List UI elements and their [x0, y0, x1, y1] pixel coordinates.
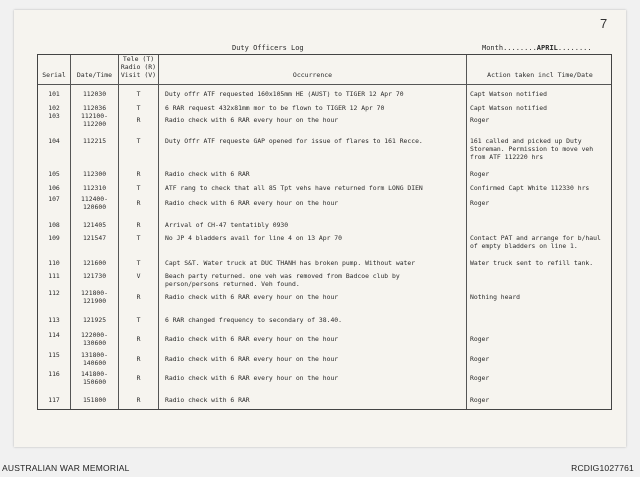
header-divider — [38, 84, 611, 85]
row-date-time: 130600 — [82, 339, 107, 348]
row-method: T — [136, 137, 141, 145]
row-method: T — [136, 104, 141, 112]
row-date-time: 131800- — [81, 351, 108, 359]
row-date-time: 112030 — [82, 90, 107, 98]
row-occurrence: 6 RAR request 432x81mm mor to be flown to TIGER 12 Apr 70 — [165, 104, 385, 112]
row-date-time: 112300 — [82, 170, 107, 178]
header-tele: Tele (T) — [122, 55, 155, 63]
row-occurrence: Radio check with 6 RAR — [165, 170, 250, 178]
row-date-time: 121900 — [82, 297, 107, 306]
row-serial: 116 — [48, 370, 60, 378]
row-action: from ATF 112220 hrs — [470, 153, 544, 162]
row-occurrence: Radio check with 6 RAR every hour on the hour — [165, 116, 339, 124]
row-action: Roger — [470, 374, 490, 382]
row-serial: 103 — [48, 112, 60, 120]
row-serial: 112 — [48, 289, 60, 297]
row-serial: 102 — [48, 104, 60, 112]
row-occurrence: Duty Offr ATF requeste GAP opened for issue of flares to 161 Recce. — [165, 137, 423, 145]
row-action: Capt Watson notified — [470, 104, 547, 112]
row-action: Roger — [470, 335, 490, 343]
row-action: Capt Watson notified — [470, 90, 547, 98]
row-occurrence: person/persons returned. Veh found. — [165, 280, 300, 289]
row-date-time: 112400- — [81, 195, 108, 203]
row-serial: 107 — [48, 195, 60, 203]
row-method: R — [136, 293, 141, 301]
row-date-time: 121730 — [82, 272, 107, 280]
column-divider — [466, 55, 467, 409]
row-method: R — [136, 374, 141, 382]
column-divider — [158, 55, 159, 409]
header-radio: Radio (R) — [120, 63, 157, 71]
row-serial: 110 — [48, 259, 60, 267]
row-action: Nothing heard — [470, 293, 521, 301]
row-serial: 111 — [48, 272, 60, 280]
row-occurrence: Duty offr ATF requested 160x105mm HE (AUST) to TIGER 12 Apr 70 — [165, 90, 404, 98]
row-serial: 104 — [48, 137, 60, 145]
row-method: T — [136, 234, 141, 242]
row-method: R — [136, 221, 141, 229]
row-occurrence: Beach party returned. one veh was removed from Badcoe club by — [165, 272, 400, 280]
row-action: Contact PAT and arrange for b/haul — [470, 234, 601, 242]
month-value: APRIL — [536, 44, 558, 52]
month-field: Month........APRIL........ — [482, 44, 592, 52]
row-occurrence: 6 RAR changed frequency to secondary of 38.40. — [165, 316, 342, 324]
duty-log-table — [37, 54, 612, 410]
row-method: R — [136, 355, 141, 363]
row-date-time: 121925 — [82, 316, 107, 324]
row-method: T — [136, 316, 141, 324]
row-date-time: 141800- — [81, 370, 108, 378]
row-date-time: 121600 — [82, 259, 107, 267]
row-action: Roger — [470, 396, 490, 404]
row-occurrence: Radio check with 6 RAR every hour on the hour — [165, 374, 339, 382]
row-date-time: 112100- — [81, 112, 108, 120]
row-method: V — [136, 272, 141, 280]
row-occurrence: Radio check with 6 RAR every hour on the hour — [165, 199, 339, 207]
footer-archive-name: AUSTRALIAN WAR MEMORIAL — [2, 463, 130, 473]
row-date-time: 122000- — [81, 331, 108, 339]
row-method: R — [136, 116, 141, 124]
row-serial: 117 — [48, 396, 60, 404]
row-date-time: 112310 — [82, 184, 107, 192]
row-date-time: 150600 — [82, 378, 107, 387]
row-action: Confirmed Capt White 112330 hrs — [470, 184, 590, 192]
row-method: T — [136, 259, 141, 267]
row-serial: 101 — [48, 90, 60, 98]
row-action: 161 called and picked up Duty — [470, 137, 582, 145]
row-date-time: 121547 — [82, 234, 107, 242]
row-occurrence: No JP 4 bladders avail for line 4 on 13 Apr 70 — [165, 234, 342, 242]
row-method: R — [136, 199, 141, 207]
row-occurrence: Capt S&T. Water truck at DUC THANH has broken pump. Without water — [165, 259, 416, 267]
row-occurrence: Arrival of CH-47 tentatibly 0930 — [165, 221, 289, 229]
row-serial: 114 — [48, 331, 60, 339]
footer-record-id: RCDIG1027761 — [571, 463, 634, 473]
row-action: Water truck sent to refill tank. — [470, 259, 594, 267]
row-action: of empty bladders on line 1. — [470, 242, 578, 251]
row-date-time: 112036 — [82, 104, 107, 112]
row-date-time: 140600 — [82, 359, 107, 368]
row-date-time: 121405 — [82, 221, 107, 229]
row-method: R — [136, 170, 141, 178]
row-occurrence: ATF rang to check that all 85 Tpt vehs have returned form LONG DIEN — [165, 184, 423, 192]
row-action: Roger — [470, 355, 490, 363]
row-method: R — [136, 396, 141, 404]
row-serial: 105 — [48, 170, 60, 178]
row-serial: 113 — [48, 316, 60, 324]
row-action: Roger — [470, 199, 490, 207]
month-label: Month — [482, 44, 504, 52]
row-occurrence: Radio check with 6 RAR every hour on the hour — [165, 293, 339, 301]
row-serial: 115 — [48, 351, 60, 359]
row-method: T — [136, 90, 141, 98]
row-action: Roger — [470, 170, 490, 178]
header-date-time: Date/Time — [76, 71, 113, 79]
header-action: Action taken incl Time/Date — [487, 71, 593, 79]
row-serial: 109 — [48, 234, 60, 242]
row-date-time: 120600 — [82, 203, 107, 212]
log-title: Duty Officers Log — [232, 44, 304, 52]
header-occurrence: Occurrence — [292, 71, 333, 79]
row-action: Roger — [470, 116, 490, 124]
row-method: R — [136, 335, 141, 343]
header-serial: Serial — [42, 71, 66, 79]
row-occurrence: Radio check with 6 RAR — [165, 396, 250, 404]
page-number: 7 — [600, 16, 608, 31]
row-date-time: 112215 — [82, 137, 107, 145]
row-serial: 106 — [48, 184, 60, 192]
row-method: T — [136, 184, 141, 192]
row-date-time: 151800 — [82, 396, 107, 404]
row-serial: 108 — [48, 221, 60, 229]
header-visit: Visit (V) — [120, 71, 157, 79]
row-occurrence: Radio check with 6 RAR every hour on the hour — [165, 355, 339, 363]
row-action: Storeman. Permission to move veh — [470, 145, 594, 154]
row-date-time: 121800- — [81, 289, 108, 297]
row-occurrence: Radio check with 6 RAR every hour on the hour — [165, 335, 339, 343]
row-date-time: 112200 — [82, 120, 107, 129]
